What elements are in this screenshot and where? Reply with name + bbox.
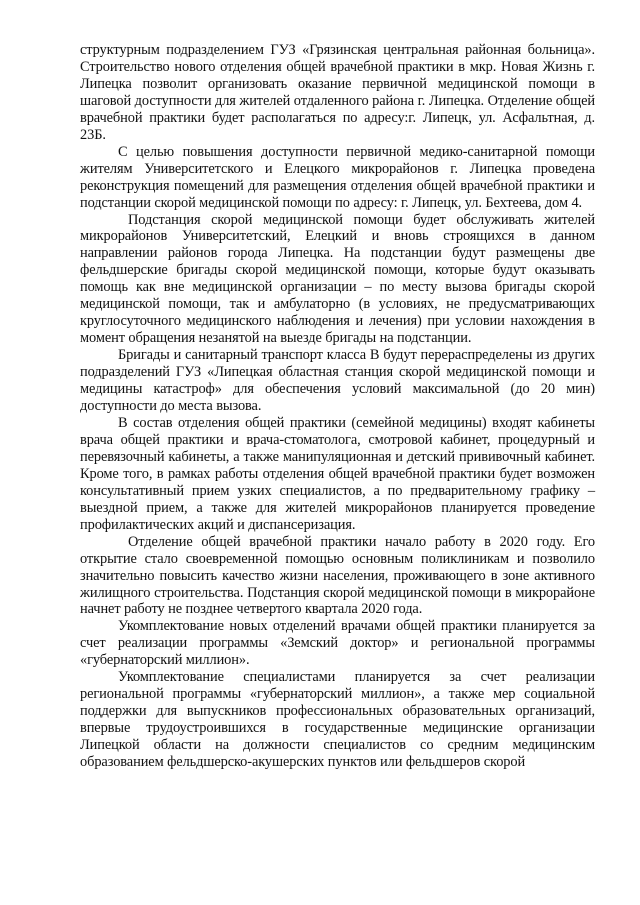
paragraph-6: Отделение общей врачебной практики начало работу в 2020 году. Его открытие стало своевременной помощью основным поликлиникам и позволило значительно повысить качество жизни населения, проживающего в зоне активного жилищного строительства. Подстанция скорой медицинской помощи в микрорайоне начнет работу не позднее четвертого квартала 2020 года.: [80, 533, 595, 618]
paragraph-8: Укомплектование специалистами планируется за счет реализации региональной программы «губернаторский миллион», а также мер социальной поддержки для выпускников профессиональных образовательных организаций, впервые трудоустроившихся в государственные медицинские организации Липецкой области на должности специалистов со средним медицинским образованием фельдшерско-акушерских пунктов или фельдшеров скорой: [80, 669, 595, 771]
paragraph-5: В состав отделения общей практики (семейной медицины) входят кабинеты врача общей практики и врача-стоматолога, смотровой кабинет, процедурный и перевязочный кабинеты, а также манипуляционная и детский прививочный кабинет. Кроме того, в рамках работы отделения общей врачебной практики будет возможен консультативный прием узких специалистов, а по предварительному графику – выездной прием, а также для жителей микрорайонов планируется проведение профилактических акций и диспансеризация.: [80, 414, 595, 533]
paragraph-3: Подстанция скорой медицинской помощи будет обслуживать жителей микрорайонов Университетский, Елецкий и вновь строящихся в данном направлении районов города Липецка. На подстанции будут размещены две фельдшерские бригады скорой медицинской помощи, которые будут оказывать помощь как вне медицинской организации – по месту вызова бригады скорой медицинской помощи, так и амбулаторно (в условиях, не предусматривающих круглосуточного медицинского наблюдения и лечения) при условии нахождения в момент обращения незанятой на выезде бригады на подстанции.: [80, 211, 595, 347]
paragraph-4: Бригады и санитарный транспорт класса В будут перераспределены из других подразделений ГУЗ «Липецкая областная станция скорой медицинской помощи и медицины катастроф» для обеспечения условий максимальной (до 20 мин) доступности до места вызова.: [80, 347, 595, 415]
paragraph-2: С целью повышения доступности первичной медико-санитарной помощи жителям Университетского и Елецкого микрорайонов г. Липецка проведена реконструкция помещений для размещения отделения общей врачебной практики и подстанции скорой медицинской помощи по адресу: г. Липецк, ул. Бехтеева, дом 4.: [80, 143, 595, 211]
paragraph-1: структурным подразделением ГУЗ «Грязинская центральная районная больница». Строительство нового отделения общей врачебной практики в мкр. Новая Жизнь г. Липецка позволит организовать оказание первичной медицинской помощи в шаговой доступности для жителей отдаленного района г. Липецка. Отделение общей врачебной практики будет располагаться по адресу:г. Липецк, ул. Асфальтная, д. 23Б.: [80, 42, 595, 143]
document-body: [80, 42, 595, 771]
paragraph-7: Укомплектование новых отделений врачами общей практики планируется за счет реализации программы «Земский доктор» и региональной программы «губернаторский миллион».: [80, 618, 595, 669]
